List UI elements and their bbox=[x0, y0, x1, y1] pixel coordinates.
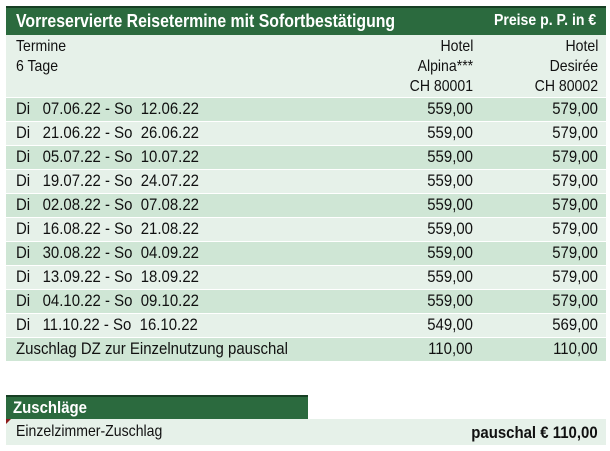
hotel2-header-line2: Desirée bbox=[549, 58, 598, 75]
table-rows bbox=[6, 97, 606, 337]
hotel-alpina-header bbox=[401, 37, 473, 97]
date-range: Di 04.10.22 - So 09.10.22 bbox=[16, 291, 199, 310]
date-range: Di 30.08.22 - So 04.09.22 bbox=[16, 243, 199, 262]
price-desiree: 579,00 bbox=[552, 291, 598, 310]
table-row bbox=[6, 265, 606, 289]
surcharge-alpina: 110,00 bbox=[428, 339, 473, 358]
hotel2-header-line3: CH 80002 bbox=[534, 78, 598, 95]
zuschlaege-title: Zuschläge bbox=[13, 398, 88, 417]
price-alpina: 559,00 bbox=[427, 171, 473, 190]
price-alpina: 549,00 bbox=[427, 315, 473, 334]
date-range: Di 11.10.22 - So 16.10.22 bbox=[16, 315, 198, 334]
surcharge-label: Zuschlag DZ zur Einzelnutzung pauschal bbox=[16, 339, 288, 358]
hotel1-header-line1: Hotel bbox=[440, 38, 473, 55]
price-alpina: 559,00 bbox=[427, 123, 473, 142]
price-alpina: 559,00 bbox=[427, 291, 473, 310]
dates-header-line1: Termine bbox=[16, 38, 67, 55]
hotel-desiree-header bbox=[526, 37, 598, 97]
table-row bbox=[6, 241, 606, 265]
table-row bbox=[6, 289, 606, 313]
price-alpina: 559,00 bbox=[427, 147, 473, 166]
date-range: Di 07.06.22 - So 12.06.22 bbox=[16, 99, 199, 118]
dates-header-line2: 6 Tage bbox=[16, 58, 59, 75]
date-range: Di 05.07.22 - So 10.07.22 bbox=[16, 147, 199, 166]
surcharge-desiree: 110,00 bbox=[553, 339, 598, 358]
column-headers bbox=[6, 35, 606, 97]
price-desiree: 579,00 bbox=[552, 123, 598, 142]
price-desiree: 579,00 bbox=[552, 267, 598, 286]
hotel1-header-line2: Alpina*** bbox=[417, 58, 473, 75]
price-alpina: 559,00 bbox=[427, 219, 473, 238]
table-row bbox=[6, 169, 606, 193]
date-range: Di 02.08.22 - So 07.08.22 bbox=[16, 195, 199, 214]
date-range: Di 13.09.22 - So 18.09.22 bbox=[16, 267, 199, 286]
date-range: Di 16.08.22 - So 21.08.22 bbox=[16, 219, 199, 238]
table-header-bar bbox=[6, 6, 606, 35]
hotel2-header-line1: Hotel bbox=[565, 38, 598, 55]
dates-column-header bbox=[16, 37, 73, 77]
einzelzimmer-label: Einzelzimmer-Zuschlag bbox=[16, 423, 163, 440]
price-desiree: 579,00 bbox=[552, 99, 598, 118]
price-table bbox=[6, 6, 606, 361]
hotel1-header-line3: CH 80001 bbox=[409, 78, 473, 95]
price-desiree: 579,00 bbox=[552, 219, 598, 238]
table-row bbox=[6, 193, 606, 217]
corner-accent bbox=[6, 419, 11, 424]
price-alpina: 559,00 bbox=[427, 267, 473, 286]
table-row bbox=[6, 97, 606, 121]
table-row bbox=[6, 121, 606, 145]
price-desiree: 569,00 bbox=[552, 315, 598, 334]
price-desiree: 579,00 bbox=[552, 243, 598, 262]
price-desiree: 579,00 bbox=[552, 195, 598, 214]
einzelzimmer-value: pauschal € 110,00 bbox=[471, 423, 598, 442]
price-desiree: 579,00 bbox=[552, 171, 598, 190]
date-range: Di 21.06.22 - So 26.06.22 bbox=[16, 123, 199, 142]
surcharge-row bbox=[6, 337, 606, 361]
zuschlaege-header bbox=[6, 395, 308, 419]
price-alpina: 559,00 bbox=[427, 99, 473, 118]
table-row bbox=[6, 217, 606, 241]
table-row bbox=[6, 145, 606, 169]
zuschlaege-section bbox=[6, 395, 606, 445]
price-desiree: 579,00 bbox=[552, 147, 598, 166]
table-title: Vorreservierte Reisetermine mit Sofortbestätigung bbox=[16, 11, 396, 31]
zuschlaege-row bbox=[6, 419, 606, 445]
currency-note: Preise p. P. in € bbox=[493, 12, 596, 29]
price-alpina: 559,00 bbox=[427, 243, 473, 262]
table-row bbox=[6, 313, 606, 337]
price-alpina: 559,00 bbox=[427, 195, 473, 214]
date-range: Di 19.07.22 - So 24.07.22 bbox=[16, 171, 199, 190]
